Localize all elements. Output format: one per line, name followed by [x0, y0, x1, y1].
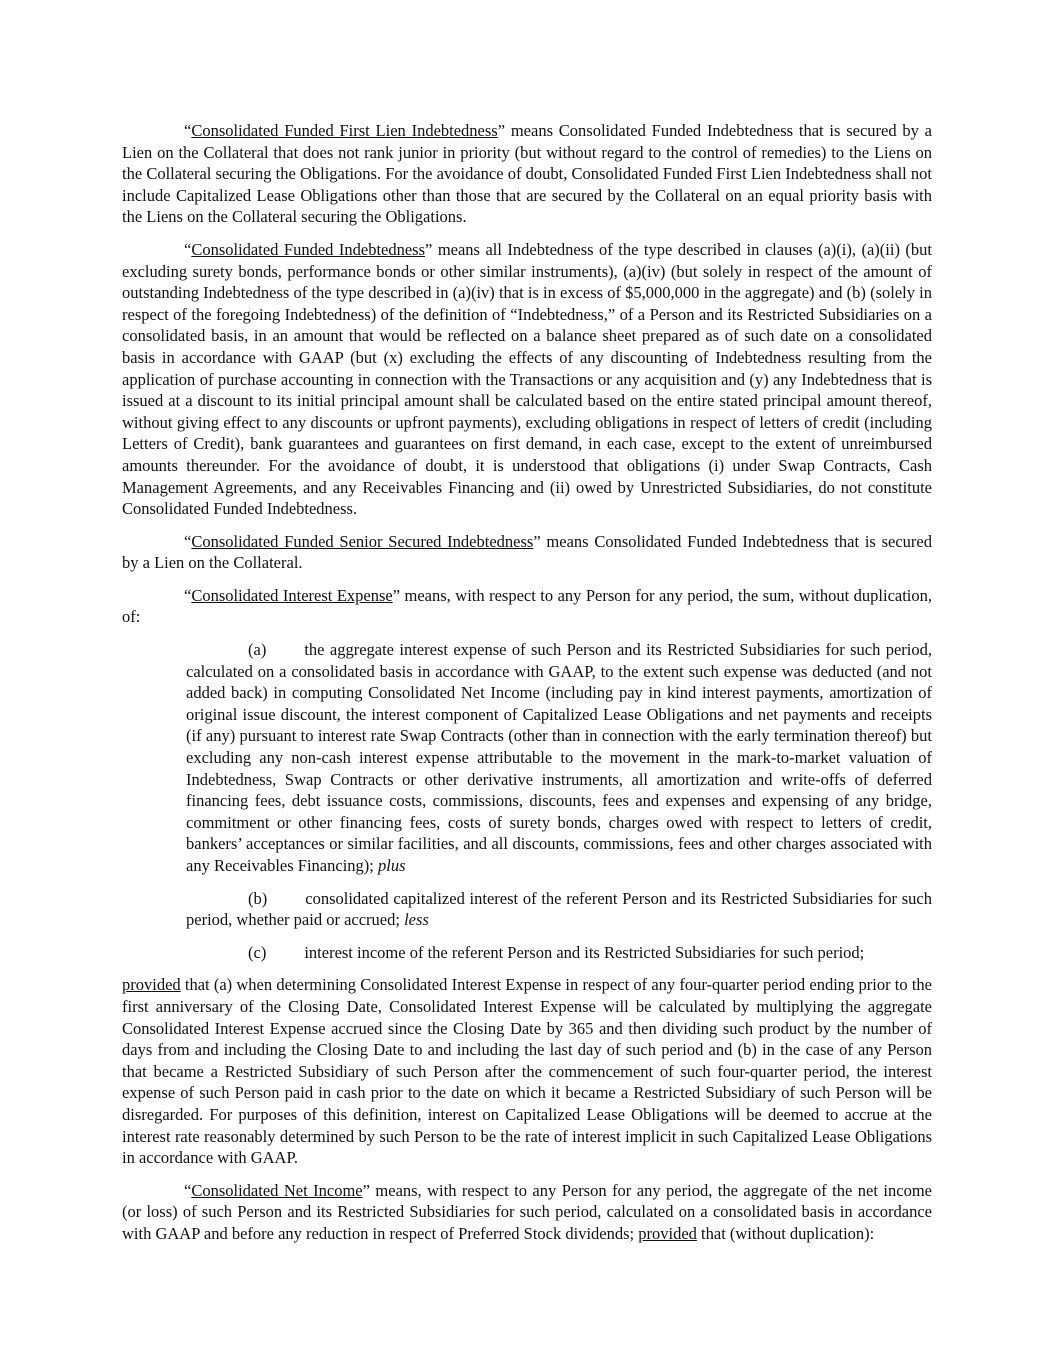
- text-run: the aggregate interest expense of such Person and its Restricted Subsidiaries for such period, calculated on a consolidated basis in accordance with GAAP, to the extent such expense was deducted (and not added back) in computing Consolidated Net Income (including pay in kind interest payments, amortization of original issue discount, the interest component of Capitalized Lease Obligations and net payments and receipts (if any) pursuant to interest rate Swap Contracts (other than in connection with the early termination thereof) but excluding any non-cash interest expense attributable to the movement in the mark-to-market valuation of Indebtedness, Swap Contracts or other derivative instruments, all amortization and write-offs of deferred financing fees, debt issuance costs, commissions, discounts, fees and expenses and expensing of any bridge, commitment or other financing fees, costs of surety bonds, charges owed with respect to letters of credit, bankers’ acceptances or similar facilities, and all discounts, commissions, fees and other charges associated with any Receivables Financing);: [186, 640, 932, 875]
- definition-consolidated-funded-senior-secured-indebtedness: [122, 531, 932, 574]
- text-run: “: [184, 585, 192, 605]
- text-run: (c): [248, 942, 267, 962]
- text-run: (a): [248, 640, 267, 660]
- text-run: ” means all Indebtedness of the type described in clauses (a)(i), (a)(ii) (but excluding surety bonds, performance bonds or other similar instruments), (a)(iv) (but solely in respect of the amount of outstanding Indebtedness of the type described in (a)(iv) that is in excess of $5,000,000 in the aggregate) and (b) (solely in respect of the foregoing Indebtedness) of the definition of “Indebtedness,” of a Person and its Restricted Subsidiaries on a consolidated basis, in an amount that would be reflected on a balance sheet prepared as of such date on a consolidated basis in accordance with GAAP (but (x) excluding the effects of any discounting of Indebtedness resulting from the application of purchase accounting in connection with the Transactions or any acquisition and (y) any Indebtedness that is issued at a discount to its initial principal amount shall be calculated based on the entire stated principal amount thereof, without giving effect to any discounts or upfront payments), excluding obligations in respect of letters of credit (including Letters of Credit), bank guarantees and guarantees on first demand, in each case, except to the extent of unreimbursed amounts thereunder. For the avoidance of doubt, it is understood that obligations (i) under Swap Contracts, Cash Management Agreements, and any Receivables Financing and (ii) owed by Unrestricted Subsidiaries, do not constitute Consolidated Funded Indebtedness.: [122, 239, 932, 519]
- defined-term: Consolidated Interest Expense: [191, 585, 393, 605]
- defined-term: Consolidated Net Income: [191, 1180, 363, 1200]
- text-run: ” means, with respect to any Person for any period, the aggregate of the net income (or loss) of such Person and its Restricted Subsidiaries for such period, calculated on a consolidated basis in accordance with GAAP and before any reduction in respect of Preferred Stock dividends;: [122, 1180, 932, 1243]
- text-run: “: [184, 121, 192, 140]
- text-run: less: [404, 910, 429, 930]
- defined-term: provided: [122, 975, 181, 995]
- definition-consolidated-funded-indebtedness: [122, 239, 932, 520]
- document-content: [122, 120, 932, 1256]
- text-run: “: [184, 531, 192, 551]
- text-run: that (a) when determining Consolidated Interest Expense in respect of any four-quarter period ending prior to the first anniversary of the Closing Date, Consolidated Interest Expense will be calculated by multiplying the aggregate Consolidated Interest Expense accrued since the Closing Date by 365 and then dividing such product by the number of days from and including the Closing Date to and including the last day of such period and (b) in the case of any Person that became a Restricted Subsidiary of such Person after the commencement of such four-quarter period, the interest expense of such Person paid in cash prior to the date on which it became a Restricted Subsidiary of such Person will be disregarded. For purposes of this definition, interest on Capitalized Lease Obligations will be deemed to accrue at the interest rate reasonably determined by such Person to be the rate of interest implicit in such Capitalized Lease Obligations in accordance with GAAP.: [122, 975, 932, 1168]
- definition-consolidated-interest-expense: [122, 585, 932, 628]
- text-run: “: [184, 1180, 192, 1200]
- clause-b-consolidated-capitalized-interest: [186, 888, 932, 931]
- defined-term: provided: [638, 1223, 697, 1243]
- text-run: consolidated capitalized interest of the referent Person and its Restricted Subsidiaries for such period, whether paid or accrued;: [186, 888, 932, 930]
- clause-a-aggregate-interest-expense: [186, 639, 932, 877]
- clause-c-interest-income: [186, 942, 932, 964]
- text-run: ” means, with respect to any Person for any period, the sum, without duplication, of:: [122, 585, 933, 627]
- definition-consolidated-funded-first-lien-indebtedness: [122, 120, 932, 228]
- defined-term: Consolidated Funded Indebtedness: [191, 239, 426, 259]
- defined-term: Consolidated Funded Senior Secured Indebtedness: [191, 531, 534, 551]
- text-run: ” means Consolidated Funded Indebtedness that is secured by a Lien on the Collateral that does not rank junior in priority (but without regard to the control of remedies) to the Liens on the Collateral securing the Obligations. For the avoidance of doubt, Consolidated Funded First Lien Indebtedness shall not include Capitalized Lease Obligations other than those that are secured by the Collateral on an equal priority basis with the Liens on the Collateral securing the Obligations.: [122, 121, 932, 227]
- proviso-consolidated-interest-expense: [122, 974, 932, 1168]
- text-run: plus: [377, 856, 406, 875]
- defined-term: Consolidated Funded First Lien Indebtedness: [191, 121, 498, 140]
- text-run: “: [184, 239, 192, 259]
- text-run: interest income of the referent Person and its Restricted Subsidiaries for such period;: [304, 942, 865, 962]
- text-run: that (without duplication):: [696, 1223, 875, 1243]
- text-run: ” means Consolidated Funded Indebtedness that is secured by a Lien on the Collateral.: [122, 531, 932, 573]
- definition-consolidated-net-income: [122, 1180, 932, 1245]
- text-run: (b): [248, 888, 268, 908]
